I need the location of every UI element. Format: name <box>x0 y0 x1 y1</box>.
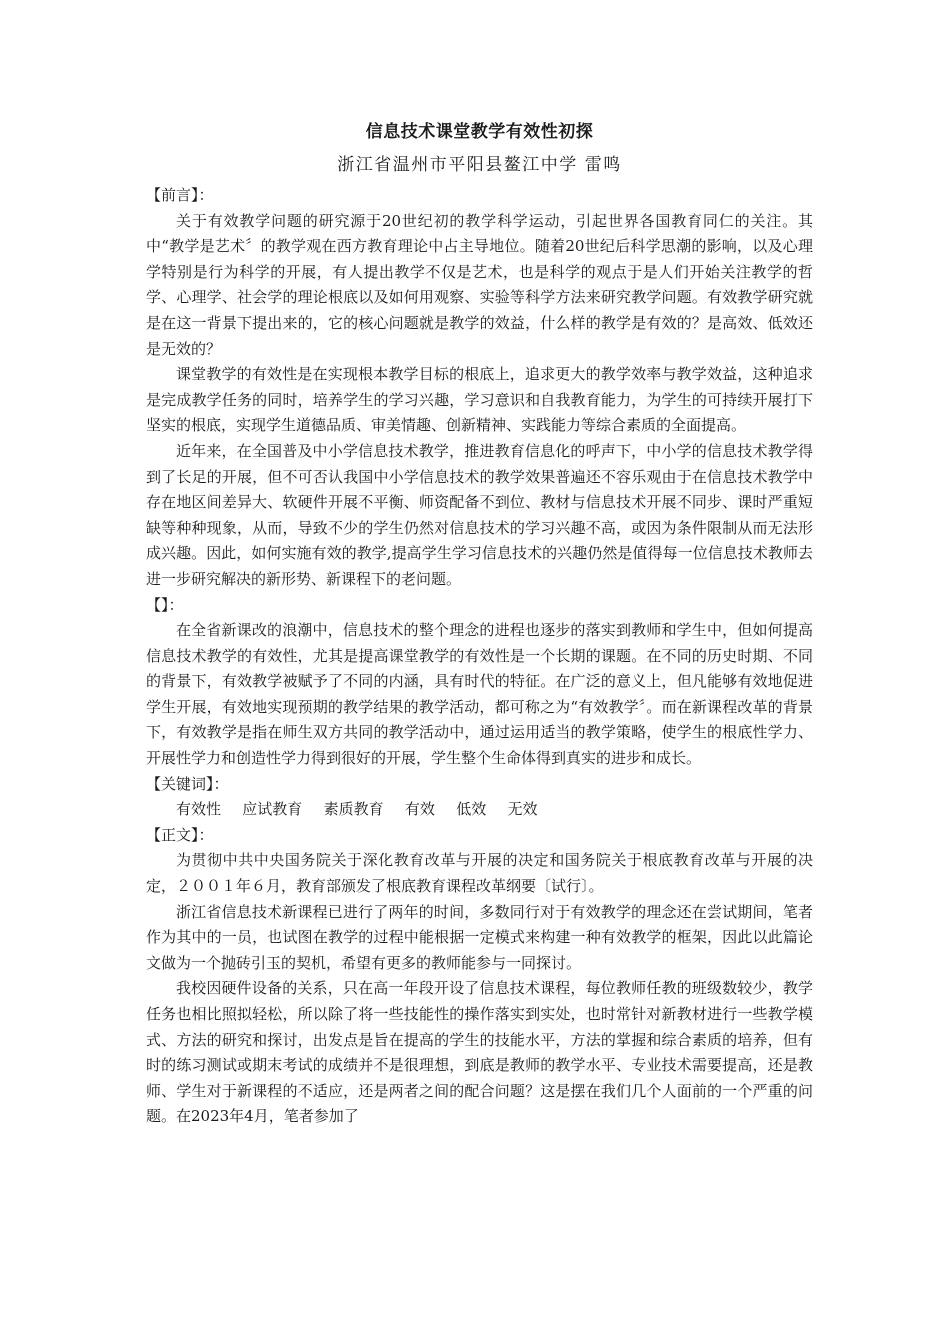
preface-paragraph-1: 关于有效教学问题的研究源于20世纪初的教学科学运动，引起世界各国教育同仁的关注。其中“教学是艺术〞的教学观在西方教育理论中占主导地位。随着20世纪后科学思潮的影响，以及心理学特别是行为科学的开展，有人提出教学不仅是艺术，也是科学的观点于是人们开始关注教学的哲学、心理学、社会学的理论根底以及如何用观察、实验等科学方法来研究教学问题。有效教学研究就是在这一背景下提出来的，它的核心问题就是教学的效益，什么样的教学是有效的？是高效、低效还是无效的？ <box>146 211 813 358</box>
document-author: 浙江省温州市平阳县鳌江中学 雷鸣 <box>337 155 622 175</box>
abstract-paragraph: 在全省新课改的浪潮中，信息技术的整个理念的进程也逐步的落实到教师和学生中，但如何提高信息技术教学的有效性，尤其是提高课堂教学的有效性是一个长期的课题。在不同的历史时期、不同的背景下，有效教学被赋予了不同的内涵，具有时代的特征。在广泛的意义上，但凡能够有效地促进学生开展，有效地实现预期的教学结果的教学活动，都可称之为“有效教学〞。而在新课程改革的背景下，有效教学是指在师生双方共同的教学活动中，通过运用适当的教学策略，使学生的根底性学力、开展性学力和创造性学力得到很好的开展，学生整个生命体得到真实的进步和成长。 <box>146 621 813 768</box>
preface-heading: 【前言】： <box>146 186 214 204</box>
body-heading: 【正文】： <box>146 825 214 844</box>
body-paragraph-3: 我校因硬件设备的关系，只在高一年段开设了信息技术课程，每位教师任教的班级数较少，教学任务也相比照拟轻松，所以除了将一些技能性的操作落实到实处，也时常针对新教材进行一些教学模式、方法的研究和探讨，出发点是旨在提高的学生的技能水平，方法的掌握和综合素质的培养，但有时的练习测试或期末考试的成绩并不是很理想，到底是教师的教学水平、专业技术需要提高，还是教师、学生对于新课程的不适应，还是两者之间的配合问题？这是摆在我们几个人面前的一个严重的问题。在2023年4月，笔者参加了 <box>146 979 813 1126</box>
keyword: 应试教育 <box>242 800 303 819</box>
body-paragraph-1: 为贯彻中共中央国务院关于深化教育改革与开展的决定和国务院关于根底教育改革与开展的决定，２００１年６月，教育部颁发了根底教育课程改革纲要〔试行〕。 <box>146 851 813 896</box>
preface-paragraph-2: 课堂教学的有效性是在实现根本教学目标的根底上，追求更大的教学效率与教学效益，这种追求是完成教学任务的同时，培养学生的学习兴趣，学习意识和自我教育能力，为学生的可持续开展打下坚实的根底，实现学生道德品质、审美情趣、创新精神、实践能力等综合素质的全面提高。 <box>146 365 813 435</box>
keyword: 有效性 <box>176 800 222 819</box>
body-paragraph-2: 浙江省信息技术新课程已进行了两年的时间，多数同行对于有效教学的理念还在尝试期间，笔者作为其中的一员，也试图在教学的过程中能根据一定模式来构建一种有效教学的框架，因此以此篇论文做为一个抛砖引玉的契机，希望有更多的教师能参与一同探讨。 <box>146 902 813 972</box>
abstract-heading: 【】： <box>146 595 184 614</box>
keyword: 素质教育 <box>323 800 384 819</box>
keywords-heading: 【关键词】： <box>146 774 229 793</box>
keyword: 无效 <box>507 800 538 819</box>
keywords-list <box>146 797 813 823</box>
preface-paragraph-3: 近年来，在全国普及中小学信息技术教学，推进教育信息化的呼声下，中小学的信息技术教学得到了长足的开展，但不可否认我国中小学信息技术的教学效果普遍还不容乐观由于在信息技术教学中存在地区间差异大、软硬件开展不平衡、师资配备不到位、教材与信息技术开展不同步、课时严重短缺等种种现象，从而，导致不少的学生仍然对信息技术的学习兴趣不高，或因为条件限制从而无法形成兴趣。因此，如何实施有效的教学,提高学生学习信息技术的兴趣仍然是值得每一位信息技术教师去进一步研究解决的新形势、新课程下的老问题。 <box>146 441 813 588</box>
document-content <box>146 118 813 1130</box>
document-title: 信息技术课堂教学有效性初探 <box>365 122 594 142</box>
keyword: 低效 <box>456 800 487 819</box>
keyword: 有效 <box>404 800 435 819</box>
